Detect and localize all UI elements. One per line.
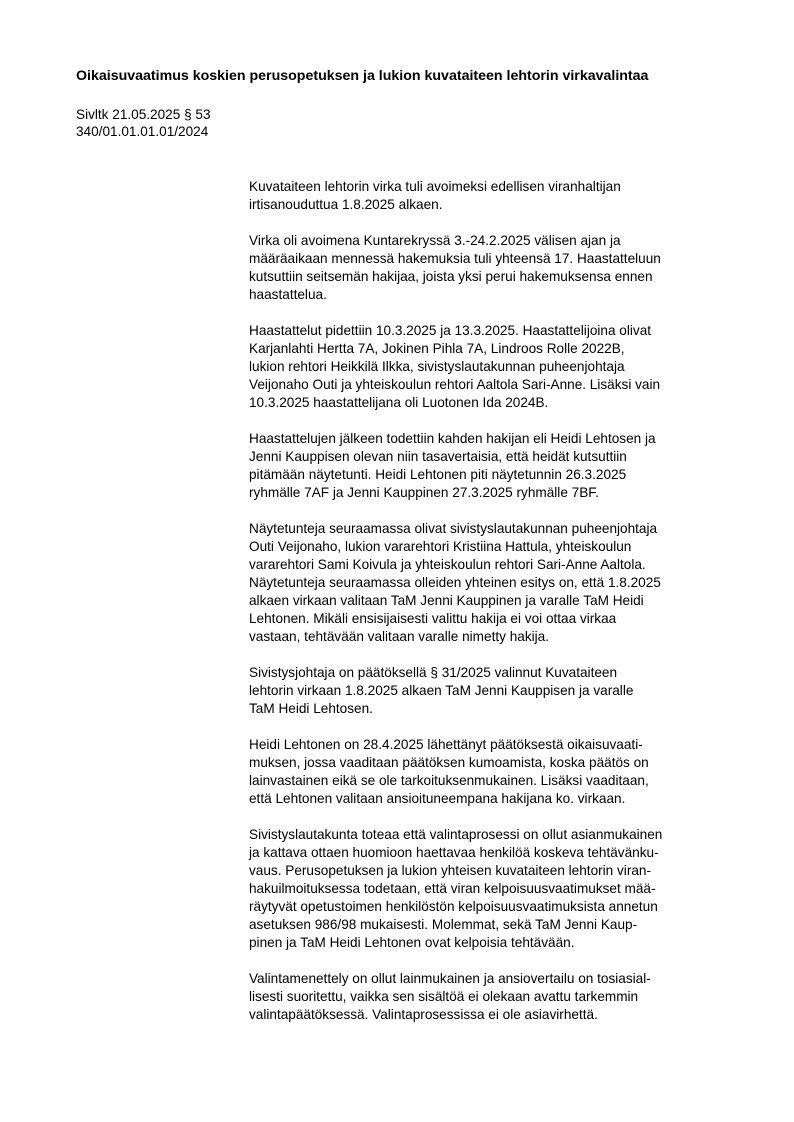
paragraph-line: pitämään näytetunti. Heidi Lehtonen piti näytetunnin 26.3.2025 (249, 467, 627, 482)
paragraph-line: vararehtori Sami Koivula ja yhteiskoulun rehtori Sari-Anne Aaltola. (249, 557, 646, 572)
body-paragraph (249, 430, 739, 502)
body-paragraph (249, 664, 739, 718)
paragraph-line: Outi Veijonaho, lukion vararehtori Kristiina Hattula, yhteiskoulun (249, 539, 632, 554)
paragraph-line: muksen, jossa vaaditaan päätöksen kumoamista, koska päätös on (249, 755, 649, 770)
paragraph-line: vaus. Perusopetuksen ja lukion yhteisen kuvataiteen lehtorin viran- (249, 863, 652, 878)
paragraph-line: lainvastainen eikä se ole tarkoituksenmukainen. Lisäksi vaaditaan, (249, 773, 649, 788)
paragraph-line: että Lehtonen valitaan ansioituneempana hakijana ko. virkaan. (249, 791, 626, 806)
body-paragraph (249, 232, 739, 304)
paragraph-line: määräaikaan mennessä hakemuksia tuli yhteensä 17. Haastatteluun (249, 251, 661, 266)
paragraph-line: lukion rehtori Heikkilä Ilkka, sivistyslautakunnan puheenjohtaja (249, 359, 625, 374)
paragraph-line: Näytetunteja seuraamassa olivat sivistyslautakunnan puheenjohtaja (249, 521, 658, 536)
paragraph-line: vastaan, tehtävään valitaan varalle nimetty hakija. (249, 629, 549, 644)
document-title: Oikaisuvaatimus koskien perusopetuksen ja lukion kuvataiteen lehtorin virkavalintaa (76, 68, 649, 84)
paragraph-line: Jenni Kauppisen olevan niin tasavertaisia, että heidät kutsuttiin (249, 449, 627, 464)
paragraph-line: asetuksen 986/98 mukaisesti. Molemmat, sekä TaM Jenni Kaup- (249, 917, 638, 932)
body-paragraph (249, 520, 739, 646)
paragraph-line: lisesti suoritettu, vaikka sen sisältöä ei olekaan avattu tarkemmin (249, 989, 639, 1004)
paragraph-line: Haastattelujen jälkeen todettiin kahden hakijan eli Heidi Lehtosen ja (249, 431, 656, 446)
paragraph-line: Näytetunteja seuraamassa olleiden yhteinen esitys on, että 1.8.2025 (249, 575, 661, 590)
paragraph-line: 10.3.2025 haastattelijana oli Luotonen Ida 2024B. (249, 395, 549, 410)
paragraph-line: irtisanouduttua 1.8.2025 alkaen. (249, 197, 443, 212)
paragraph-line: hakuilmoituksessa todetaan, että viran kelpoisuusvaatimukset mää- (249, 881, 656, 896)
paragraph-line: Haastattelut pidettiin 10.3.2025 ja 13.3.2025. Haastattelijoina olivat (249, 323, 652, 338)
paragraph-line: pinen ja TaM Heidi Lehtonen ovat kelpoisia tehtävään. (249, 935, 575, 950)
paragraph-line: haastattelua. (249, 287, 327, 302)
paragraph-line: Veijonaho Outi ja yhteiskoulun rehtori Aaltola Sari-Anne. Lisäksi vain (249, 377, 661, 392)
paragraph-line: valintapäätöksessä. Valintaprosessissa ei ole asiavirhettä. (249, 1007, 598, 1022)
paragraph-line: Karjanlahti Hertta 7A, Jokinen Pihla 7A, Lindroos Rolle 2022B, (249, 341, 625, 356)
paragraph-line: räytyvät opetustoimen henkilöstön kelpoisuusvaatimuksista annetun (249, 899, 658, 914)
paragraph-line: kutsuttiin seitsemän hakijaa, joista yksi perui hakemuksensa ennen (249, 269, 653, 284)
paragraph-line: Lehtonen. Mikäli ensisijaisesti valittu hakija ei voi ottaa virkaa (249, 611, 617, 626)
reference-block (76, 106, 211, 140)
body-paragraph (249, 322, 739, 412)
paragraph-line: ja kattava ottaen huomioon haettavaa henkilöä koskeva tehtävänku- (249, 845, 659, 860)
paragraph-line: Sivistysjohtaja on päätöksellä § 31/2025 valinnut Kuvataiteen (249, 665, 618, 680)
document-body (249, 178, 739, 1042)
record-number: 340/01.01.01.01/2024 (76, 124, 209, 139)
paragraph-line: Heidi Lehtonen on 28.4.2025 lähettänyt päätöksestä oikaisuvaati- (249, 737, 643, 752)
paragraph-line: Virka oli avoimena Kuntarekryssä 3.-24.2.2025 välisen ajan ja (249, 233, 621, 248)
paragraph-line: Sivistyslautakunta toteaa että valintaprosessi on ollut asianmukainen (249, 827, 663, 842)
paragraph-line: alkaen virkaan valitaan TaM Jenni Kauppinen ja varalle TaM Heidi (249, 593, 644, 608)
body-paragraph (249, 970, 739, 1024)
paragraph-line: ryhmälle 7AF ja Jenni Kauppinen 27.3.2025 ryhmälle 7BF. (249, 485, 599, 500)
body-paragraph (249, 826, 739, 952)
paragraph-line: Valintamenettely on ollut lainmukainen ja ansiovertailu on tosiasial- (249, 971, 651, 986)
paragraph-line: TaM Heidi Lehtosen. (249, 701, 373, 716)
body-paragraph (249, 736, 739, 808)
meeting-reference: Sivltk 21.05.2025 § 53 (76, 107, 211, 122)
paragraph-line: lehtorin virkaan 1.8.2025 alkaen TaM Jenni Kauppisen ja varalle (249, 683, 634, 698)
body-paragraph (249, 178, 739, 214)
paragraph-line: Kuvataiteen lehtorin virka tuli avoimeksi edellisen viranhaltijan (249, 179, 621, 194)
